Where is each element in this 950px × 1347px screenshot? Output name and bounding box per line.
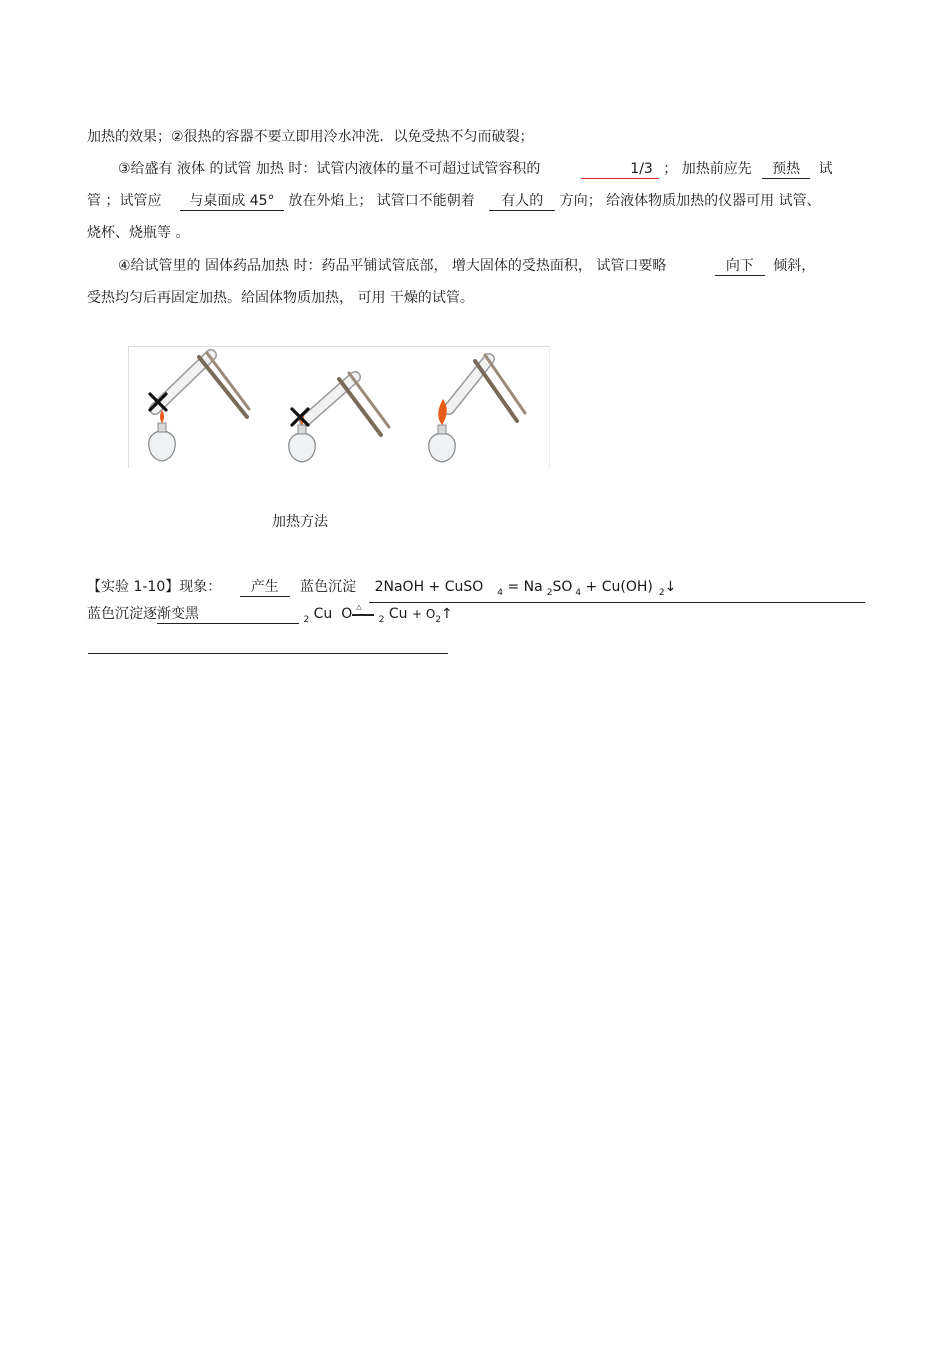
paragraph-line-6 xyxy=(87,288,474,308)
text-p6: 受热均匀后再固定加热。给固体物质加热， 可用 干燥的试管。 xyxy=(87,290,474,306)
equation-2: $_2$ Cu O △ $_2$ $Cu + O_2↑$ xyxy=(303,603,453,625)
answer-line xyxy=(88,653,448,654)
heating-illustration xyxy=(129,347,549,468)
setup-wrong-2 xyxy=(289,373,389,462)
flame-1 xyxy=(160,410,164,423)
text-p4: 烧杯、烧瓶等 。 xyxy=(87,225,190,241)
setup-wrong-1 xyxy=(149,353,249,461)
experiment-line-2 xyxy=(87,604,453,630)
blank-turns-black: 渐变黑 xyxy=(157,605,299,624)
flame-3 xyxy=(438,399,447,425)
test-tube-3 xyxy=(449,359,489,409)
blank-volume-fraction: 1/3 xyxy=(581,160,659,179)
paragraph-line-3 xyxy=(87,191,821,211)
text-blue-precipitate-2: 蓝色沉淀逐 xyxy=(87,606,157,622)
figure-caption xyxy=(272,512,328,532)
blank-angle: 与桌面成 45° xyxy=(180,192,284,211)
paragraph-line-1 xyxy=(87,127,534,147)
text-blue-precipitate: 蓝色沉淀 xyxy=(300,579,357,595)
text-p3-a: 管 ；试管应 xyxy=(87,193,162,209)
paragraph-line-5 xyxy=(118,256,815,276)
blank-phenomenon: 产生 xyxy=(240,578,290,597)
test-tube-2 xyxy=(305,377,355,421)
experiment-line-1 xyxy=(87,577,865,603)
caption-text: 加热方法 xyxy=(272,514,328,530)
blank-direction: 有人的 xyxy=(489,192,555,211)
text-p5-a: ④给试管里的 固体药品加热 时：药品平铺试管底部， 增大固体的受热面积， 试管口要略 xyxy=(118,258,667,274)
paragraph-line-4 xyxy=(87,223,189,243)
equation-1: 2NaOH + CuSO $_4$ = Na $_2$SO $_4$ + Cu(OH) $_2$↓ xyxy=(369,578,865,603)
blank-tilt: 向下 xyxy=(715,257,765,276)
paragraph-line-2 xyxy=(118,159,833,179)
blank-preheat: 预热 xyxy=(762,160,810,179)
alcohol-lamp-1 xyxy=(149,410,176,461)
text-p3-b: 放在外焰上； 试管口不能朝着 xyxy=(288,193,475,209)
experiment-label: 【实验 1-10】现象： xyxy=(87,579,222,595)
text-p2-a: ③给盛有 液体 的试管 加热 时：试管内液体的量不可超过试管容积的 xyxy=(118,161,541,177)
heating-methods-figure xyxy=(128,346,550,468)
text-p2-c: 试 xyxy=(818,161,833,177)
text-p3-c: 方向； 给液体物质加热的仪器可用 试管、 xyxy=(559,193,821,209)
setup-correct xyxy=(429,355,525,462)
text-p2-b: ； 加热前应先 xyxy=(663,161,752,177)
text-p5-b: 倾斜， xyxy=(773,258,816,274)
text-p1: 加热的效果；②很热的容器不要立即用冷水冲洗．以免受热不匀而破裂； xyxy=(87,129,534,145)
